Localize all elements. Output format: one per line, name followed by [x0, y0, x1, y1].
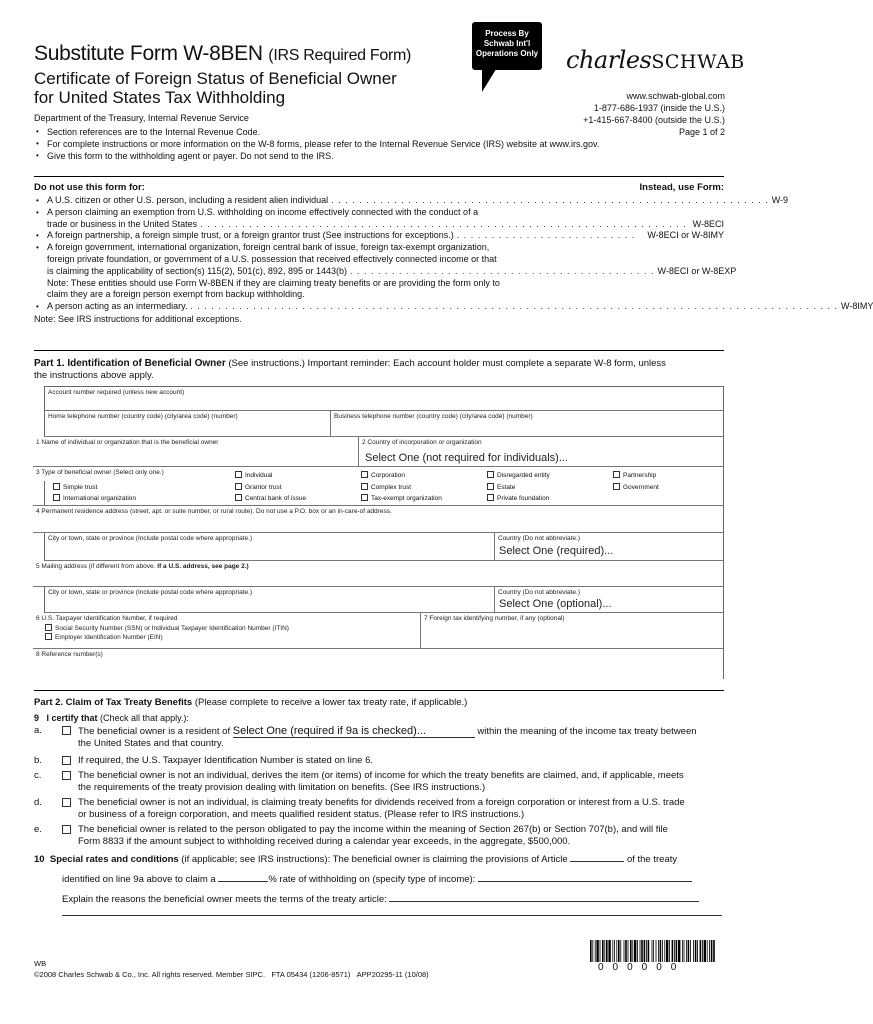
barcode-bar: [653, 940, 654, 962]
checkbox[interactable]: [361, 494, 368, 501]
logo-script: charles: [566, 46, 652, 74]
barcode-bar: [684, 940, 685, 962]
barcode-bar: [695, 940, 697, 962]
do-not-use-header: [34, 182, 724, 193]
checkbox[interactable]: [235, 483, 242, 490]
checkbox[interactable]: [45, 633, 52, 640]
special-rates-line-2: [34, 874, 726, 886]
footer: [34, 958, 429, 980]
checkbox[interactable]: [45, 624, 52, 631]
permanent-address-field[interactable]: [33, 505, 723, 533]
special-rates-text: identified on line 9a above to claim a: [62, 874, 216, 885]
claim-c-checkbox[interactable]: [62, 771, 71, 780]
part2-heading: [34, 697, 726, 709]
part1-heading: [34, 358, 726, 382]
part2-section: [34, 697, 726, 937]
barcode-bar: [702, 940, 703, 962]
barcode-bar: [624, 940, 625, 962]
alt-form: W-8IMY: [841, 301, 873, 312]
barcode-bar: [637, 940, 638, 962]
field-label: Account number required (unless new account): [48, 389, 185, 396]
barcode-bar: [618, 940, 620, 962]
type-tax-exempt-organization[interactable]: [361, 494, 442, 502]
item-letter: d.: [34, 797, 42, 808]
bullet-item: • For complete instructions or more information on the W-8 forms, please refer to the Internal Revenue Service (IRS) website at www.irs.gov.: [34, 138, 734, 150]
checkbox[interactable]: [235, 494, 242, 501]
barcode-bar: [713, 940, 715, 962]
special-rates-bold: Special rates and conditions: [49, 854, 179, 865]
claim-text: the United States and that country.: [78, 738, 224, 749]
page-number: Page 1 of 2: [678, 127, 725, 137]
perm-country-select[interactable]: Select One (required)...: [499, 545, 614, 557]
barcode-bar: [672, 940, 674, 962]
part2-title: Part 2. Claim of Tax Treaty Benefits: [34, 697, 193, 708]
explain-field[interactable]: [389, 901, 699, 902]
field-label: Country (Do not abbreviate.): [498, 589, 581, 596]
field-label-bold: If a U.S. address, see page 2.): [157, 563, 249, 570]
subtitle-line-1: Certificate of Foreign Status of Beneficial Owner: [34, 69, 397, 88]
barcode-bar: [640, 940, 641, 962]
special-rates-text: of the treaty: [626, 854, 678, 865]
type-corporation[interactable]: [361, 471, 405, 479]
barcode-bar: [664, 940, 665, 962]
barcode-bar: [676, 940, 678, 962]
barcode-bar: [646, 940, 647, 962]
list-item: [34, 230, 724, 242]
barcode-bar: [604, 940, 605, 962]
option-label: Grantor trust: [245, 484, 282, 491]
beneficial-owner-name-field[interactable]: [33, 437, 359, 467]
us-tin-field: [33, 613, 421, 649]
subtitle-line-2: for United States Tax Withholding: [34, 88, 286, 107]
option-label: Employer Identification Number (EIN): [55, 634, 163, 641]
claim-text: The beneficial owner is not an individual, is claiming treaty benefits for dividends received from a foreign corporation or interest from a U.S. trade: [78, 797, 685, 808]
barcode-bar: [674, 940, 675, 962]
claim-text: The beneficial owner is related to the person obligated to pay the income within the meaning of Section 267(b) or Section 707(b), and will file: [78, 824, 668, 835]
option-label: Tax-exempt organization: [371, 495, 442, 502]
item-text: is claiming the applicability of section(s) 115(2), 501(c), 892, 895 or 1443(b): [47, 265, 347, 276]
barcode-bar: [630, 940, 632, 962]
barcode-bar: [652, 940, 653, 962]
type-simple-trust[interactable]: [53, 483, 97, 491]
barcode-bar: [625, 940, 627, 962]
barcode-bar: [707, 940, 708, 962]
item-letter: c.: [34, 770, 42, 781]
alt-form: W-8ECI or W-8IMY: [647, 230, 724, 241]
leader-dots: . . . . . . . . . . . . . . . . . . . . . . . . . . . . . . . . . . . . . . . . . . . .: [349, 265, 655, 276]
leader-dots: . . . . . . . . . . . . . . . . . . . . . . . . . . . . . . . . . . . . . . . . . . . . . . . . . . . . . . . . . . . . . . . . . . . . . .: [200, 218, 687, 229]
claim-text: or business of a foreign corporation, and meets qualified resident status. (Please refer to IRS instructions.): [78, 809, 525, 820]
option-label: International organization: [63, 495, 136, 502]
perm-city-field[interactable]: [45, 533, 495, 561]
barcode-bar: [686, 940, 687, 962]
ein-option[interactable]: [36, 633, 417, 641]
option-label: Government: [623, 484, 659, 491]
beneficial-owner-type-label: [33, 467, 233, 481]
barcode-bar: [709, 940, 710, 962]
barcode-bar: [693, 940, 694, 962]
special-rates-text: % rate of withholding on (specify type of income):: [268, 874, 476, 885]
list-item: [34, 207, 724, 231]
barcode-bar: [711, 940, 713, 962]
option-label: Estate: [497, 484, 516, 491]
explain-line: [34, 894, 726, 906]
entity-note: Note: These entities should use Form W-8BEN if they are claiming treaty benefits or are providing the form only to: [47, 277, 500, 288]
article-field[interactable]: [570, 861, 624, 862]
barcode-bar: [628, 940, 629, 962]
type-private-foundation[interactable]: [487, 494, 549, 502]
claim-e-text: [78, 824, 728, 848]
explain-field-line-2[interactable]: [62, 915, 722, 916]
certify-bold: I certify that: [46, 713, 98, 723]
barcode-bar: [612, 940, 613, 962]
checkbox[interactable]: [53, 483, 60, 490]
checkbox[interactable]: [613, 471, 620, 478]
explain-text: Explain the reasons the beneficial owner meets the terms of the treaty article:: [62, 894, 387, 905]
income-type-field[interactable]: [478, 881, 692, 882]
type-grantor-trust[interactable]: [235, 483, 281, 491]
alt-form: W-8ECI: [692, 218, 724, 229]
callout-line-2: Schwab Int'l: [483, 39, 531, 48]
claim-a-text: [78, 725, 728, 750]
claim-b-text: If required, the U.S. Taxpayer Identification Number is stated on line 6.: [78, 755, 374, 766]
item-text: • A foreign government, international organization, foreign central bank of issue, foreign tax-exempt organization,: [47, 242, 490, 253]
residence-country-select[interactable]: [233, 725, 475, 738]
barcode-bar: [697, 940, 698, 962]
claim-text: The beneficial owner is a resident of: [78, 726, 231, 737]
field-label: 7 Foreign tax identifying number, if any (optional): [424, 615, 565, 622]
app-code: APP20295-11 (10/08): [356, 970, 429, 979]
field-label: 3 Type of beneficial owner (Select only one.): [36, 469, 164, 476]
form-subtitle: [34, 69, 454, 107]
list-item: [34, 242, 737, 301]
barcode-bar: [660, 940, 662, 962]
leader-dots: . . . . . . . . . . . . . . . . . . . . . . . . . . . . . . . . . . . . . . . . . . . . . . . . . . . . . . . . . . . . . . . . . . . . . . . . . . . . . . . . . . . . . . . . . . . . .: [190, 301, 839, 312]
home-phone-field[interactable]: [45, 411, 331, 437]
instead-label: Instead, use Form:: [639, 182, 724, 193]
barcode-bar: [641, 940, 643, 962]
entity-note: claim they are a foreign person exempt from backup withholding.: [47, 289, 305, 300]
barcode-bar: [632, 940, 633, 962]
barcode-bar: [644, 940, 646, 962]
field-label: City or town, state or province (Include postal code where appropriate.): [48, 589, 253, 596]
field-label: 6 U.S. Taxpayer Identification Number, if required: [36, 615, 178, 622]
type-government[interactable]: [613, 483, 659, 491]
field-label: Business telephone number (country code) (city/area code) (number): [334, 413, 533, 420]
barcode-bar: [600, 940, 601, 962]
option-label: Private foundation: [497, 495, 550, 502]
item-number: 10: [34, 854, 45, 865]
claim-e-checkbox[interactable]: [62, 825, 71, 834]
barcode-bar: [634, 940, 636, 962]
claim-a-checkbox[interactable]: [62, 726, 71, 735]
barcode-bar: [602, 940, 604, 962]
divider: [34, 176, 724, 177]
checkbox[interactable]: [235, 471, 242, 478]
mailing-address-field[interactable]: [33, 561, 723, 587]
item-letter: b.: [34, 755, 42, 766]
do-not-use-list: [34, 195, 873, 326]
barcode-bar: [595, 940, 596, 962]
field-label: 1 Name of individual or organization that is the beneficial owner: [36, 439, 219, 446]
barcode-bar: [700, 940, 702, 962]
barcode-bar: [669, 940, 670, 962]
barcode-bar: [704, 940, 706, 962]
alt-form: W-8ECI or W-8EXP: [657, 265, 737, 276]
claim-c-text: [78, 770, 728, 794]
type-individual[interactable]: [235, 471, 272, 479]
special-rates-text: (if applicable; see IRS instructions): The beneficial owner is claiming the provisions of Article: [178, 854, 568, 865]
barcode-bar: [690, 940, 691, 962]
checkbox[interactable]: [361, 483, 368, 490]
type-central-bank[interactable]: [235, 494, 306, 502]
type-disregarded-entity[interactable]: [487, 471, 550, 479]
callout-line-3: Operations Only: [475, 49, 539, 58]
barcode-bar: [648, 940, 650, 962]
type-international-organization[interactable]: [53, 494, 136, 502]
type-complex-trust[interactable]: [361, 483, 411, 491]
claim-d-text: [78, 797, 728, 821]
barcode-bar: [608, 940, 610, 962]
phone-intl: +1-415-667-8400 (outside the U.S.): [583, 115, 725, 125]
barcode-bar: [666, 940, 668, 962]
field-label: City or town, state or province (Include postal code where appropriate.): [48, 535, 253, 542]
checkbox[interactable]: [487, 494, 494, 501]
field-label: 8 Reference number(s): [36, 651, 103, 658]
leader-dots: . . . . . . . . . . . . . . . . . . . . . . . . . .: [456, 230, 636, 241]
checkbox[interactable]: [487, 483, 494, 490]
barcode-bar: [620, 940, 621, 962]
claim-d-checkbox[interactable]: [62, 798, 71, 807]
option-label: Complex trust: [371, 484, 412, 491]
item-letter: e.: [34, 824, 42, 835]
barcode-bar: [606, 940, 608, 962]
leader-dots: . . . . . . . . . . . . . . . . . . . . . . . . . . . . . . . . . . . . . . . . . . . . . . . . . . . . . . . . . . . . . . .: [331, 195, 769, 205]
item-number: 9: [34, 713, 40, 723]
bullet-item: • Section references are to the Internal Revenue Code.: [34, 126, 734, 138]
barcode-bar: [658, 940, 659, 962]
footer-code: WB: [34, 959, 47, 968]
divider: [34, 350, 724, 351]
item-letter: a.: [34, 725, 42, 736]
item-text: • A U.S. citizen or other U.S. person, including a resident alien individual: [47, 195, 329, 205]
logo-caps: SCHWAB: [651, 51, 745, 73]
item-text: • A person acting as an intermediary.: [47, 301, 188, 312]
alt-form: W-9: [771, 195, 789, 205]
list-item: [34, 301, 873, 313]
claim-b-checkbox[interactable]: [62, 756, 71, 765]
option-label: Simple trust: [63, 484, 98, 491]
part1-form: [36, 386, 724, 679]
copyright: ©2008 Charles Schwab & Co., Inc. All rights reserved. Member SIPC.: [34, 970, 266, 979]
barcode-bar: [662, 940, 663, 962]
field-label: 5 Mailing address (if different from above.: [36, 563, 156, 570]
callout-line-1: Process By: [485, 29, 529, 38]
title-sub: (IRS Required Form): [268, 47, 412, 64]
fta-code: FTA 05434 (1206-8571): [271, 970, 351, 979]
certify-line: [34, 712, 726, 724]
barcode-bar: [592, 940, 593, 962]
page-title: [34, 42, 411, 66]
barcode-bar: [688, 940, 690, 962]
field-label: Home telephone number (country code) (city/area code) (number): [48, 413, 238, 420]
special-rates-line: [34, 854, 726, 866]
part2-heading-rest: (Please complete to receive a lower tax treaty rate, if applicable.): [192, 697, 468, 708]
item-text: foreign private foundation, or government of a U.S. possession that received effectively connected income or that: [47, 253, 497, 264]
option-label: Social Security Number (SSN) or Individual Taxpayer Identification Number (ITIN): [55, 625, 289, 632]
certify-rest: (Check all that apply.):: [97, 713, 189, 723]
website: www.schwab-global.com: [626, 91, 725, 101]
option-label: Central bank of issue: [245, 495, 307, 502]
account-number-field[interactable]: [45, 387, 723, 411]
item-text: • A person claiming an exemption from U.S. withholding on income effectively connected with the conduct of a: [47, 206, 479, 217]
barcode-bar: [682, 940, 683, 962]
footer-legal: [34, 969, 429, 980]
barcode-bar: [678, 940, 680, 962]
field-label: 4 Permanent residence address (street, apt. or suite number, or rural route). Do not use a P.O. box or an in-care-of address.: [36, 508, 392, 515]
checkbox[interactable]: [361, 471, 368, 478]
barcode-bar: [656, 940, 657, 962]
part1-heading-line2: the instructions above apply.: [34, 370, 154, 381]
rate-field[interactable]: [218, 881, 268, 882]
checkbox[interactable]: [613, 483, 620, 490]
part1-title: Part 1. Identification of Beneficial Owner: [34, 358, 226, 369]
claim-text: the requirements of the treaty provision dealing with limitation on benefits. (See IRS instructions.): [78, 782, 486, 793]
final-note: Note: See IRS instructions for additional exceptions.: [34, 313, 242, 324]
do-not-use-label: Do not use this form for:: [34, 182, 145, 193]
field-label: 2 Country of incorporation or organization: [362, 439, 482, 446]
callout-tail: [482, 66, 498, 92]
claim-text: within the meaning of the income tax treaty between: [477, 726, 697, 737]
intro-bullets: [34, 126, 734, 162]
barcode-number: 000000: [598, 962, 686, 973]
option-label: Individual: [245, 472, 273, 479]
mail-city-field[interactable]: [45, 587, 495, 613]
phone-us: 1-877-686-1937 (inside the U.S.): [593, 103, 725, 113]
checkbox[interactable]: [487, 471, 494, 478]
item-text: trade or business in the United States: [47, 218, 198, 229]
list-item: [34, 195, 789, 207]
ssn-option[interactable]: [36, 624, 417, 632]
type-partnership[interactable]: [613, 471, 656, 479]
option-label: Partnership: [623, 472, 657, 479]
part1-heading-rest: (See instructions.) Important reminder: Each account holder must complete a separate W-8 form, unless: [225, 358, 666, 369]
department: Department of the Treasury, Internal Revenue Service: [34, 113, 249, 123]
business-phone-field[interactable]: [331, 411, 723, 437]
barcode: [590, 940, 715, 962]
checkbox[interactable]: [53, 494, 60, 501]
claim-text: The beneficial owner is not an individual, derives the item (or items) of income for which the treaty benefits are claimed, and, if applicable, meets: [78, 770, 684, 781]
foreign-tin-field[interactable]: [421, 613, 723, 649]
title-main: Substitute Form W-8BEN: [34, 42, 263, 65]
divider: [34, 690, 724, 691]
select-value: Select One (required if 9a is checked)...: [232, 725, 426, 737]
field-label: Country (Do not abbreviate.): [498, 535, 581, 542]
barcode-bar: [596, 940, 598, 962]
country-incorporation-select[interactable]: Select One (not required for individuals)...: [365, 452, 568, 464]
process-callout: [472, 22, 542, 70]
mail-country-select[interactable]: Select One (optional)...: [499, 598, 612, 610]
claim-text: Form 8833 if the amount subject to withholding received during a calendar year exceeds, in the aggregate, $500,000.: [78, 836, 571, 847]
barcode-bar: [590, 940, 592, 962]
reference-number-field[interactable]: [33, 649, 723, 679]
bullet-item: • Give this form to the withholding agent or payer. Do not send to the IRS.: [34, 150, 734, 162]
barcode-bar: [614, 940, 615, 962]
barcode-bar: [616, 940, 617, 962]
item-text: • A foreign partnership, a foreign simple trust, or a foreign grantor trust (See instructions for exceptions.): [47, 230, 454, 241]
schwab-logo: [566, 46, 745, 74]
option-label: Disregarded entity: [497, 472, 550, 479]
option-label: Corporation: [371, 472, 405, 479]
type-estate[interactable]: [487, 483, 515, 491]
